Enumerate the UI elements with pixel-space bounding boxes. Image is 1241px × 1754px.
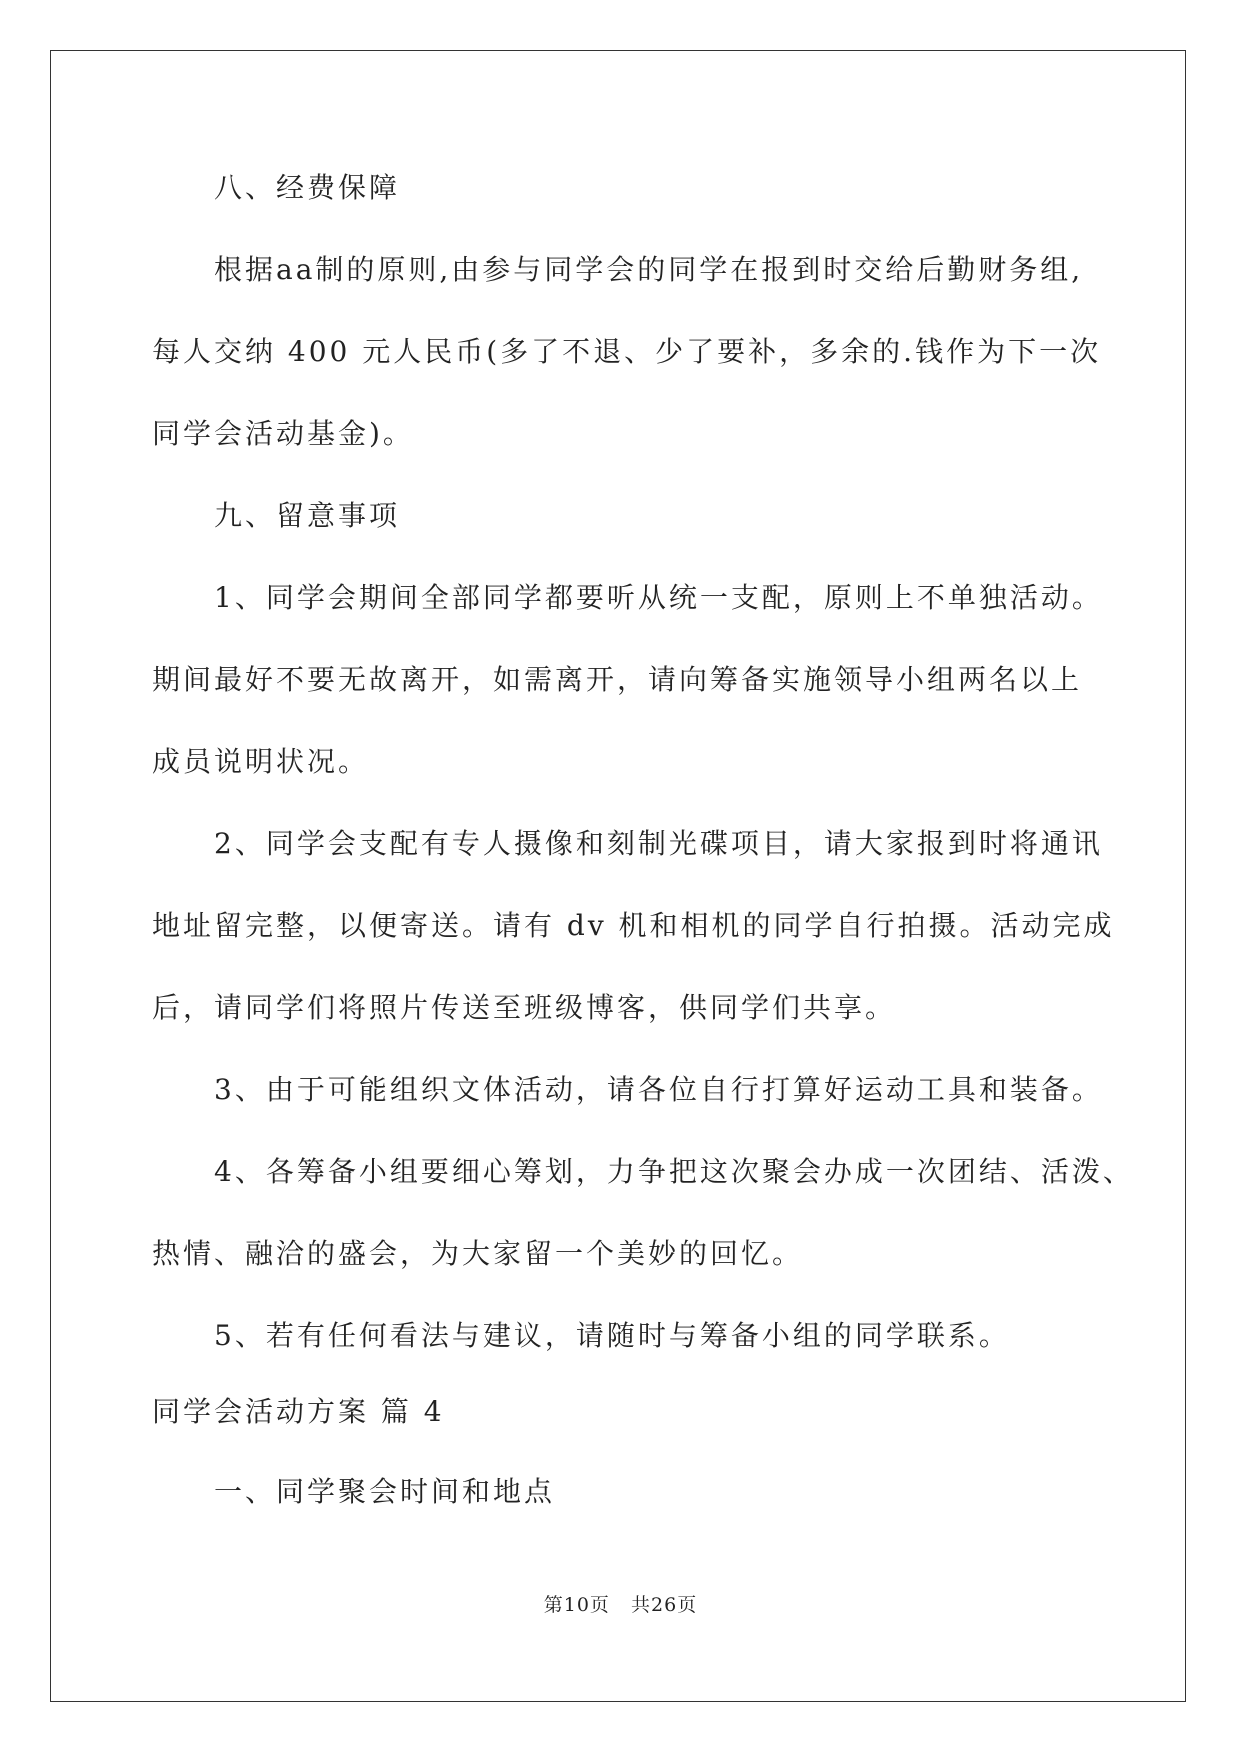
- paragraph-line: 后，请同学们将照片传送至班级博客，供同学们共享。: [152, 991, 897, 1024]
- paragraph-line: 3、由于可能组织文体活动，请各位自行打算好运动工具和装备。: [214, 1073, 1103, 1106]
- section-heading-time-place: 一、同学聚会时间和地点: [214, 1475, 556, 1508]
- paragraph-line: 成员说明状况。: [152, 745, 370, 778]
- section-heading-notes: 九、留意事项: [214, 499, 401, 532]
- paragraph-line: 每人交纳 400 元人民币(多了不退、少了要补，多余的.钱作为下一次: [152, 335, 1102, 368]
- paragraph-line: 热情、融洽的盛会，为大家留一个美妙的回忆。: [152, 1237, 804, 1270]
- paragraph-line: 2、同学会支配有专人摄像和刻制光碟项目，请大家报到时将通讯: [214, 827, 1103, 860]
- section-heading-funding: 八、经费保障: [214, 171, 401, 204]
- page-number: 第10页 共26页: [543, 1594, 698, 1616]
- paragraph-line: 根据aa制的原则,由参与同学会的同学在报到时交给后勤财务组,: [214, 253, 1084, 286]
- paragraph-line: 1、同学会期间全部同学都要听从统一支配，原则上不单独活动。: [214, 581, 1103, 614]
- page-border: [50, 50, 1186, 1702]
- paragraph-line: 地址留完整，以便寄送。请有 dv 机和相机的同学自行拍摄。活动完成: [152, 909, 1115, 942]
- paragraph-line: 期间最好不要无故离开，如需离开，请向筹备实施领导小组两名以上: [152, 663, 1083, 696]
- paragraph-line: 同学会活动基金)。: [152, 417, 414, 450]
- page-footer: [0, 1592, 1241, 1618]
- paragraph-line: 4、各筹备小组要细心筹划，力争把这次聚会办成一次团结、活泼、: [214, 1155, 1134, 1188]
- paragraph-line: 5、若有任何看法与建议，请随时与筹备小组的同学联系。: [214, 1319, 1010, 1352]
- article-title: 同学会活动方案 篇 4: [152, 1395, 445, 1428]
